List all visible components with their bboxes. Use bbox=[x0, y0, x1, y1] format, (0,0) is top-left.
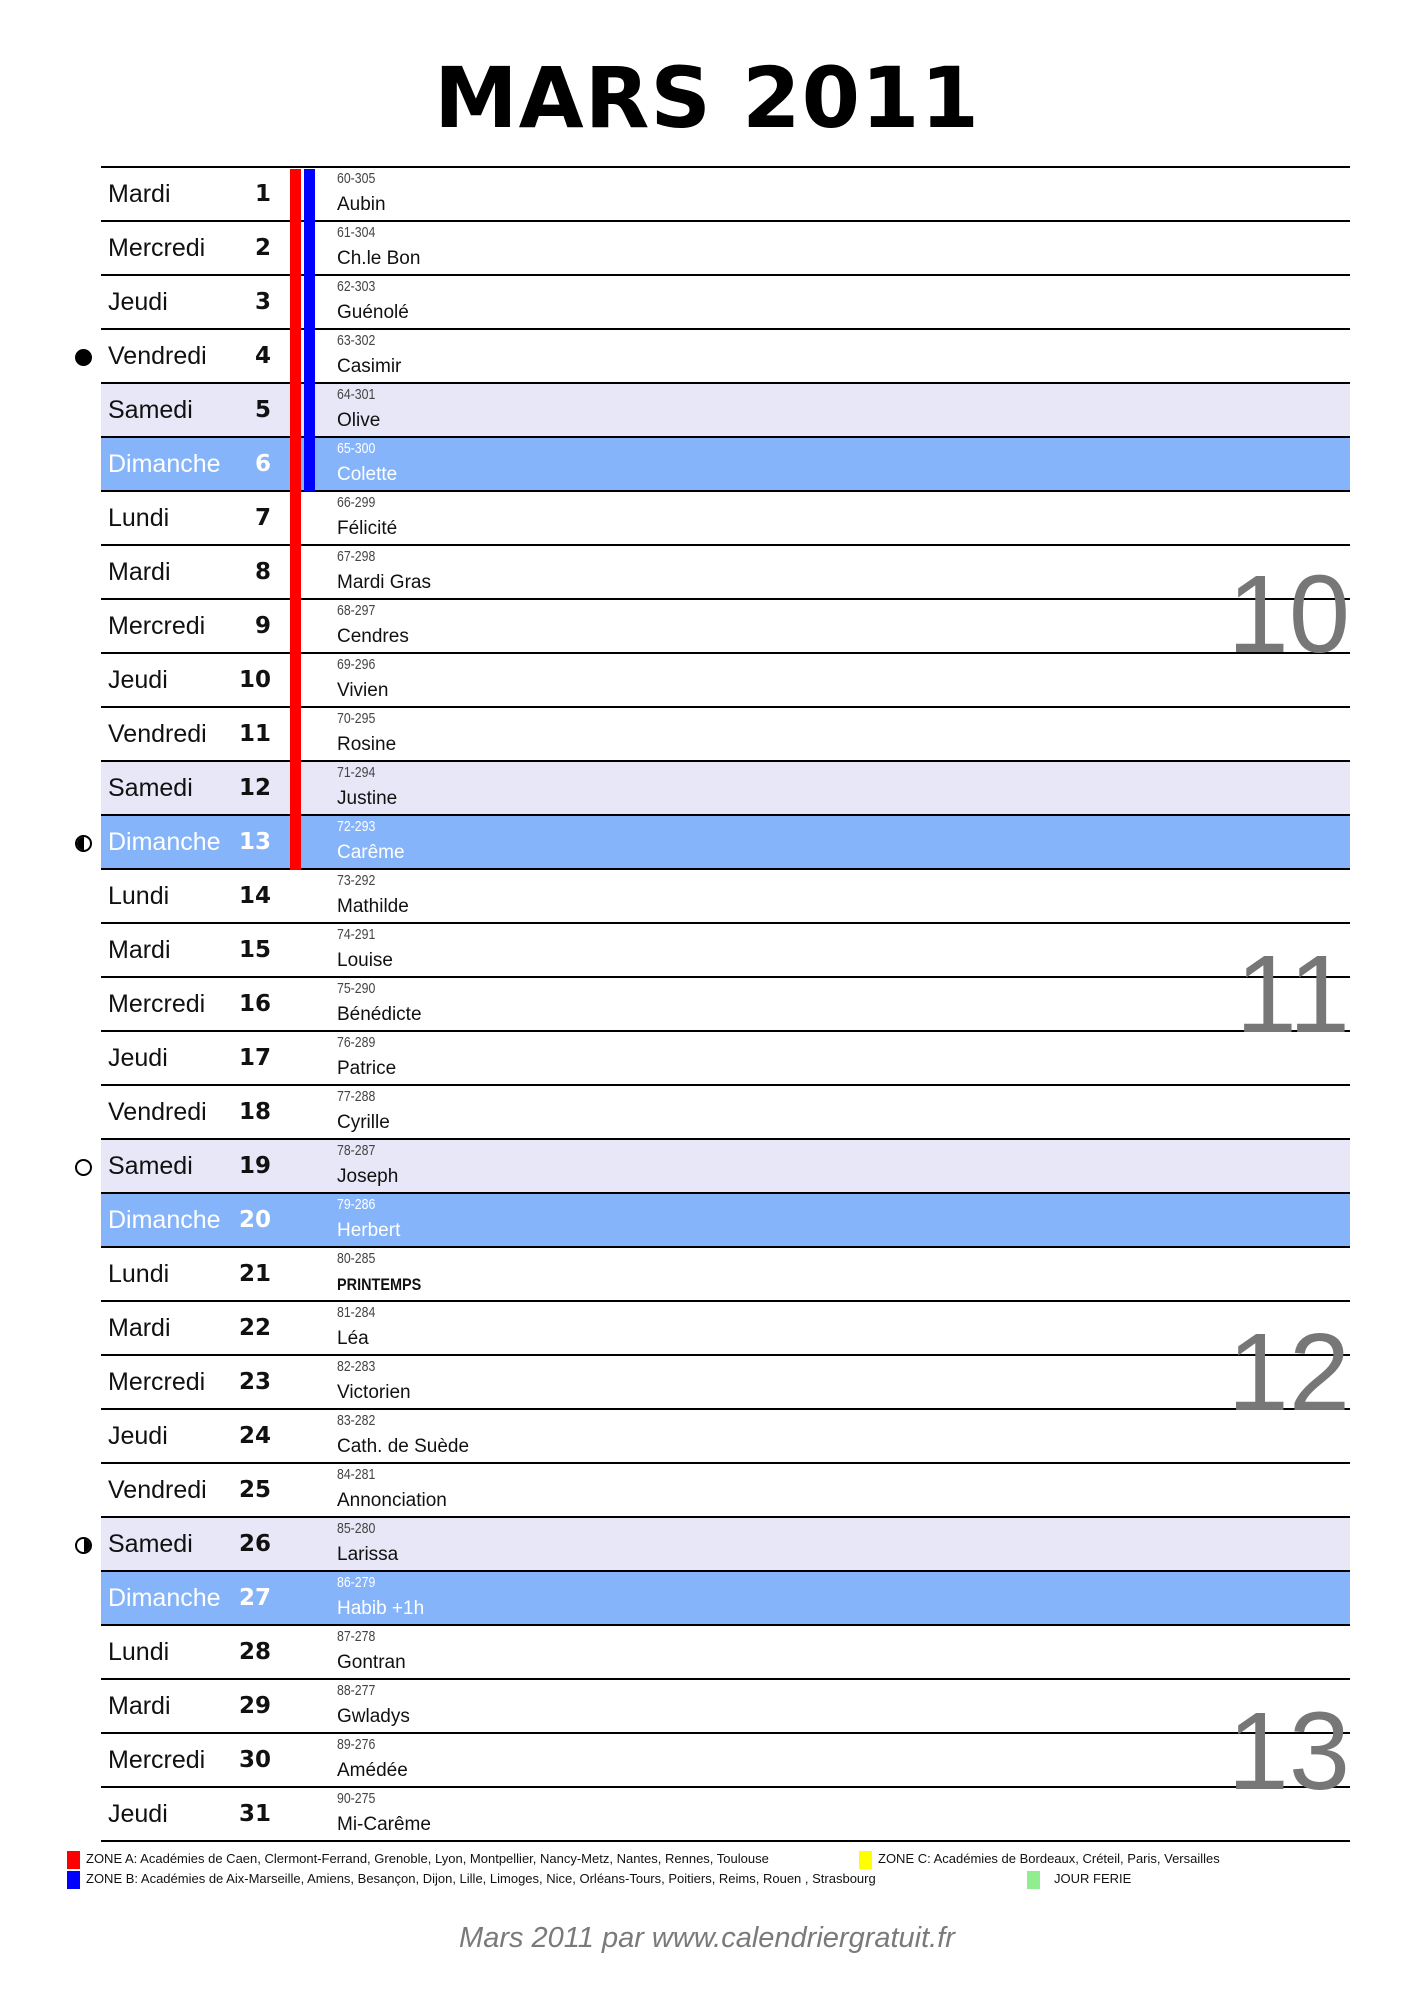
day-of-year-code: 62-303 bbox=[337, 278, 376, 295]
legend-zone-b-label: ZONE B: Académies de Aix-Marseille, Amiens, Besançon, Dijon, Lille, Limoges, Nice, Orléans-Tours, Poitiers, Reims, Rouen , Strasbourg bbox=[86, 1871, 876, 1886]
day-row bbox=[101, 490, 1350, 544]
day-name: Dimanche bbox=[108, 828, 221, 856]
day-number: 28 bbox=[238, 1639, 271, 1665]
day-number: 16 bbox=[238, 991, 271, 1017]
day-name: Lundi bbox=[108, 1638, 170, 1666]
day-name: Jeudi bbox=[108, 1800, 168, 1828]
saint-name: Bénédicte bbox=[337, 1004, 422, 1025]
week-number: 11 bbox=[1235, 933, 1350, 1056]
moon-new-icon bbox=[75, 349, 92, 366]
zone-b-swatch bbox=[67, 1871, 80, 1889]
day-row bbox=[101, 1570, 1350, 1624]
day-number: 13 bbox=[238, 829, 271, 855]
day-of-year-code: 63-302 bbox=[337, 332, 376, 349]
day-number: 30 bbox=[238, 1747, 271, 1773]
saint-name: Gontran bbox=[337, 1652, 406, 1673]
day-number: 20 bbox=[238, 1207, 271, 1233]
day-name: Vendredi bbox=[108, 1098, 207, 1126]
saint-name: Herbert bbox=[337, 1220, 401, 1241]
day-number: 12 bbox=[238, 775, 271, 801]
day-row bbox=[101, 868, 1350, 922]
day-row bbox=[101, 1138, 1350, 1192]
day-name: Vendredi bbox=[108, 720, 207, 748]
saint-name: Victorien bbox=[337, 1382, 411, 1403]
day-number: 22 bbox=[238, 1315, 271, 1341]
day-name: Lundi bbox=[108, 504, 170, 532]
day-number: 8 bbox=[254, 559, 271, 585]
day-of-year-code: 68-297 bbox=[337, 602, 376, 619]
day-name: Dimanche bbox=[108, 1584, 221, 1612]
zone-a-holiday-bar bbox=[290, 169, 301, 870]
day-row bbox=[101, 1084, 1350, 1138]
day-of-year-code: 89-276 bbox=[337, 1736, 376, 1753]
legend-zone-c bbox=[859, 1849, 1220, 1869]
day-of-year-code: 71-294 bbox=[337, 764, 376, 781]
saint-name: PRINTEMPS bbox=[337, 1275, 422, 1294]
page-title: MARS 2011 bbox=[434, 49, 980, 147]
day-of-year-code: 64-301 bbox=[337, 386, 376, 403]
day-name: Mercredi bbox=[108, 234, 206, 262]
day-name: Mercredi bbox=[108, 1746, 206, 1774]
day-of-year-code: 75-290 bbox=[337, 980, 376, 997]
legend-zone-a-label: ZONE A: Académies de Caen, Clermont-Ferrand, Grenoble, Lyon, Montpellier, Nancy-Metz, Nantes, Rennes, Toulouse bbox=[86, 1851, 769, 1866]
day-name: Mercredi bbox=[108, 990, 206, 1018]
zone-c-swatch bbox=[859, 1851, 872, 1869]
day-name: Jeudi bbox=[108, 1044, 168, 1072]
day-name: Mercredi bbox=[108, 612, 206, 640]
saint-name: Félicité bbox=[337, 518, 398, 539]
day-of-year-code: 65-300 bbox=[337, 440, 376, 457]
legend-zone-a bbox=[67, 1849, 769, 1869]
moon-first-icon bbox=[75, 835, 92, 852]
day-number: 24 bbox=[238, 1423, 271, 1449]
day-row bbox=[101, 1192, 1350, 1246]
day-name: Vendredi bbox=[108, 342, 207, 370]
day-row bbox=[101, 274, 1350, 328]
day-of-year-code: 84-281 bbox=[337, 1466, 376, 1483]
ferie-swatch bbox=[1027, 1871, 1040, 1889]
footer-credit: Mars 2011 par www.calendriergratuit.fr bbox=[459, 1922, 955, 1954]
saint-name: Cendres bbox=[337, 626, 409, 647]
day-name: Jeudi bbox=[108, 666, 168, 694]
saint-name: Carême bbox=[337, 842, 405, 863]
day-row bbox=[101, 166, 1350, 220]
day-row bbox=[101, 1462, 1350, 1516]
day-row bbox=[101, 328, 1350, 382]
day-number: 31 bbox=[238, 1801, 271, 1827]
day-name: Dimanche bbox=[108, 1206, 221, 1234]
day-number: 21 bbox=[238, 1261, 271, 1287]
zone-a-swatch bbox=[67, 1851, 80, 1869]
day-number: 23 bbox=[238, 1369, 271, 1395]
day-of-year-code: 77-288 bbox=[337, 1088, 376, 1105]
day-number: 4 bbox=[254, 343, 271, 369]
day-of-year-code: 73-292 bbox=[337, 872, 376, 889]
day-of-year-code: 61-304 bbox=[337, 224, 376, 241]
day-number: 3 bbox=[254, 289, 271, 315]
saint-name: Cyrille bbox=[337, 1112, 390, 1133]
saint-name: Patrice bbox=[337, 1058, 397, 1079]
day-of-year-code: 85-280 bbox=[337, 1520, 376, 1537]
day-name: Mardi bbox=[108, 180, 171, 208]
day-name: Dimanche bbox=[108, 450, 221, 478]
day-row bbox=[101, 1246, 1350, 1300]
day-name: Lundi bbox=[108, 882, 170, 910]
saint-name: Larissa bbox=[337, 1544, 399, 1565]
day-of-year-code: 74-291 bbox=[337, 926, 376, 943]
day-name: Mardi bbox=[108, 1692, 171, 1720]
saint-name: Aubin bbox=[337, 194, 386, 215]
saint-name: Amédée bbox=[337, 1760, 408, 1781]
day-of-year-code: 70-295 bbox=[337, 710, 376, 727]
saint-name: Guénolé bbox=[337, 302, 409, 323]
day-name: Samedi bbox=[108, 1152, 193, 1180]
saint-name: Ch.le Bon bbox=[337, 248, 421, 269]
day-row bbox=[101, 220, 1350, 274]
saint-name: Habib +1h bbox=[337, 1598, 425, 1619]
day-name: Mardi bbox=[108, 936, 171, 964]
saint-name: Olive bbox=[337, 410, 381, 431]
day-of-year-code: 60-305 bbox=[337, 170, 376, 187]
day-row bbox=[101, 760, 1350, 814]
saint-name: Louise bbox=[337, 950, 393, 971]
saint-name: Justine bbox=[337, 788, 398, 809]
saint-name: Cath. de Suède bbox=[337, 1436, 470, 1457]
day-number: 18 bbox=[238, 1099, 271, 1125]
day-row bbox=[101, 706, 1350, 760]
saint-name: Mardi Gras bbox=[337, 572, 431, 593]
day-of-year-code: 80-285 bbox=[337, 1250, 376, 1267]
zone-b-holiday-bar bbox=[304, 169, 315, 491]
day-number: 7 bbox=[254, 505, 271, 531]
saint-name: Vivien bbox=[337, 680, 389, 701]
day-number: 15 bbox=[238, 937, 271, 963]
day-of-year-code: 66-299 bbox=[337, 494, 376, 511]
day-number: 19 bbox=[238, 1153, 271, 1179]
saint-name: Casimir bbox=[337, 356, 402, 377]
day-of-year-code: 82-283 bbox=[337, 1358, 376, 1375]
legend-ferie bbox=[1027, 1869, 1131, 1889]
day-name: Jeudi bbox=[108, 1422, 168, 1450]
day-row bbox=[101, 436, 1350, 490]
saint-name: Joseph bbox=[337, 1166, 399, 1187]
saint-name: Rosine bbox=[337, 734, 397, 755]
day-number: 2 bbox=[254, 235, 271, 261]
day-number: 10 bbox=[238, 667, 271, 693]
day-of-year-code: 79-286 bbox=[337, 1196, 376, 1213]
saint-name: Léa bbox=[337, 1328, 369, 1349]
day-number: 11 bbox=[238, 721, 271, 747]
day-name: Samedi bbox=[108, 774, 193, 802]
day-name: Mercredi bbox=[108, 1368, 206, 1396]
day-of-year-code: 90-275 bbox=[337, 1790, 376, 1807]
day-row bbox=[101, 1516, 1350, 1570]
day-row bbox=[101, 814, 1350, 868]
moon-last-icon bbox=[75, 1537, 92, 1554]
saint-name: Mathilde bbox=[337, 896, 409, 917]
week-number: 12 bbox=[1227, 1311, 1350, 1434]
day-number: 9 bbox=[254, 613, 271, 639]
week-number: 10 bbox=[1227, 553, 1350, 676]
legend-zone-c-label: ZONE C: Académies de Bordeaux, Créteil, Paris, Versailles bbox=[878, 1851, 1220, 1866]
day-number: 6 bbox=[254, 451, 271, 477]
day-of-year-code: 76-289 bbox=[337, 1034, 376, 1051]
day-number: 1 bbox=[254, 181, 271, 207]
day-of-year-code: 83-282 bbox=[337, 1412, 376, 1429]
day-name: Samedi bbox=[108, 396, 193, 424]
day-number: 25 bbox=[238, 1477, 271, 1503]
day-number: 27 bbox=[238, 1585, 271, 1611]
day-of-year-code: 72-293 bbox=[337, 818, 376, 835]
week-number: 13 bbox=[1227, 1690, 1350, 1813]
day-of-year-code: 78-287 bbox=[337, 1142, 376, 1159]
saint-name: Annonciation bbox=[337, 1490, 447, 1511]
day-number: 14 bbox=[238, 883, 271, 909]
day-number: 26 bbox=[238, 1531, 271, 1557]
day-name: Lundi bbox=[108, 1260, 170, 1288]
day-name: Mardi bbox=[108, 1314, 171, 1342]
day-of-year-code: 81-284 bbox=[337, 1304, 376, 1321]
day-name: Mardi bbox=[108, 558, 171, 586]
day-of-year-code: 69-296 bbox=[337, 656, 376, 673]
legend-zone-b bbox=[67, 1869, 876, 1889]
day-number: 29 bbox=[238, 1693, 271, 1719]
day-of-year-code: 67-298 bbox=[337, 548, 376, 565]
day-number: 17 bbox=[238, 1045, 271, 1071]
legend-ferie-label: JOUR FERIE bbox=[1054, 1871, 1132, 1886]
day-row bbox=[101, 382, 1350, 436]
day-name: Jeudi bbox=[108, 288, 168, 316]
saint-name: Gwladys bbox=[337, 1706, 410, 1727]
day-of-year-code: 88-277 bbox=[337, 1682, 376, 1699]
day-row bbox=[101, 1624, 1350, 1678]
day-name: Vendredi bbox=[108, 1476, 207, 1504]
saint-name: Mi-Carême bbox=[337, 1814, 431, 1835]
day-of-year-code: 87-278 bbox=[337, 1628, 376, 1645]
day-of-year-code: 86-279 bbox=[337, 1574, 376, 1591]
moon-full-icon bbox=[75, 1159, 92, 1176]
day-number: 5 bbox=[254, 397, 271, 423]
day-name: Samedi bbox=[108, 1530, 193, 1558]
saint-name: Colette bbox=[337, 464, 398, 485]
